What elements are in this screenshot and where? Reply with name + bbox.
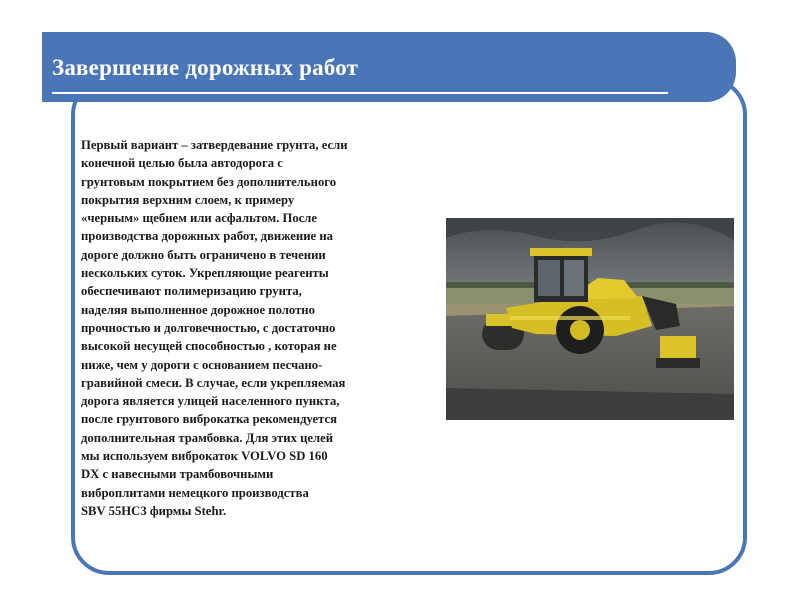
title-underline bbox=[52, 92, 668, 94]
road-roller-photo bbox=[446, 218, 734, 420]
slide-title: Завершение дорожных работ bbox=[52, 55, 359, 80]
slide-body-text: Первый вариант – затвердевание грунта, если конечной целью была автодорога с грунтовым покрытием без дополнительного покрытия верхним слоем, к примеру «черным» щебнем или асфальтом. После производства дорожных работ, движение на дороге должно быть ограничено в течении нескольких суток. Укрепляющие реагенты обеспечивают полимеризацию грунта, наделяя выполненное дорожное полотно прочностью и долговечностью, с достаточно высокой несущей способностью , которая не ниже, чем у дороги с основанием песчано- гравийной смеси. В случае, если укрепляемая дорога является улицей населенного пункта, после грунтового виброкатка рекомендуется дополнительная трамбовка. Для этих целей мы используем виброкаток VOLVO SD 160 DX с навесными трамбовочными виброплитами немецкого производства SBV 55HC3 фирмы Stehr. bbox=[81, 138, 348, 518]
